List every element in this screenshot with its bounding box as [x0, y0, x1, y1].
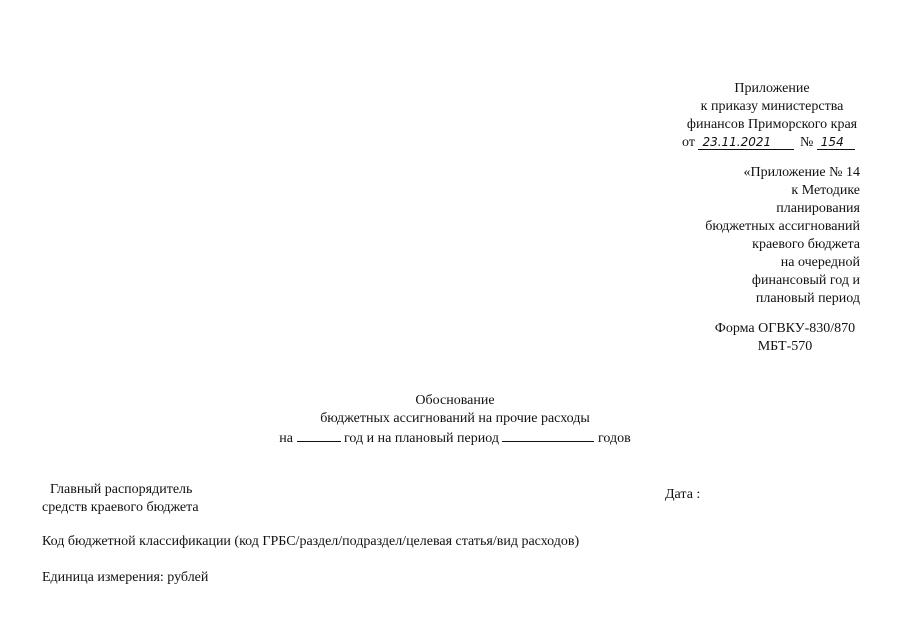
approval-title: Приложение [734, 81, 810, 96]
handwritten-date: 23.11.2021 [698, 135, 794, 150]
appendix-line: плановый период [755, 291, 860, 306]
form-code-block [700, 320, 870, 356]
appendix-line: краевого бюджета [752, 237, 860, 252]
appendix-line: к Методике [791, 183, 860, 198]
title-line1: Обоснование [415, 393, 495, 408]
title-line2: бюджетных ассигнований на прочие расходы [320, 411, 590, 426]
approval-date-number-line [674, 134, 870, 152]
appendix-line: планирования [776, 201, 860, 216]
handwritten-number: 154 [817, 135, 855, 150]
title-line3: на год и на плановый период годов [200, 428, 710, 448]
unit-label: Единица измерения: рублей [42, 570, 209, 585]
manager-label: Главный распорядитель средств краевого бюджета [42, 482, 199, 515]
appendix-line: «Приложение № 14 [743, 165, 860, 180]
document-title [200, 392, 710, 448]
appendix-block [660, 164, 860, 308]
date-prefix: от [682, 135, 695, 150]
form-code-sub: МБТ-570 [757, 339, 813, 354]
approval-block [674, 80, 870, 152]
year-blank[interactable] [297, 428, 341, 442]
appendix-line: бюджетных ассигнований [705, 219, 860, 234]
form-code: Форма ОГВКУ-830/870 [714, 321, 856, 336]
appendix-line: на очередной [780, 255, 860, 270]
approval-order-line: к приказу министерства [700, 99, 844, 114]
date-label: Дата : [665, 487, 701, 502]
approval-ministry-line: финансов Приморского края [686, 117, 858, 132]
period-blank[interactable] [502, 428, 594, 442]
budget-code-label: Код бюджетной классификации (код ГРБС/раздел/подраздел/целевая статья/вид расходов) [42, 534, 580, 549]
number-prefix: № [799, 135, 814, 150]
appendix-line: финансовый год и [751, 273, 860, 288]
